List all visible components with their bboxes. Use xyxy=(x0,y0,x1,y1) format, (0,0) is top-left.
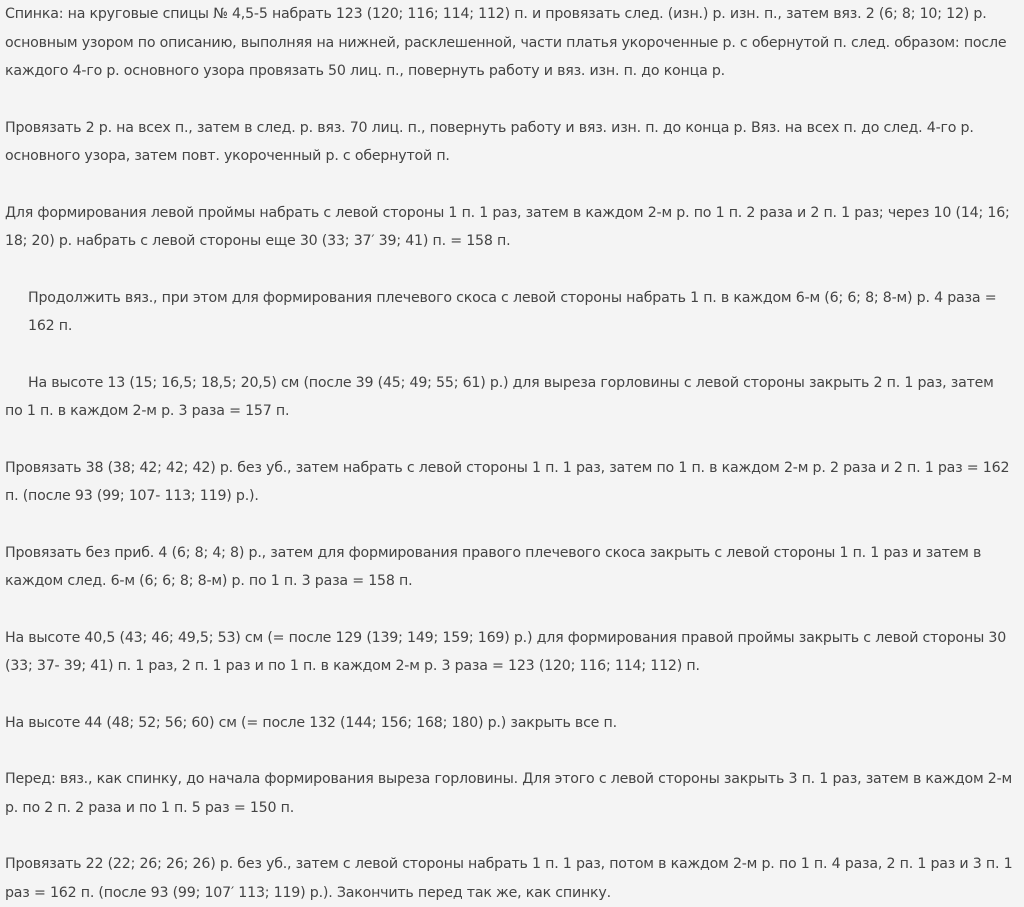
paragraph-neckline: На высоте 13 (15; 16,5; 18,5; 20,5) см (после 39 (45; 49; 55; 61) р.) для выреза горловины с левой стороны закрыть 2 п. 1 раз, затем по 1 п. в каждом 2-м р. 3 раза = 157 п. xyxy=(5,374,994,419)
paragraph-right-shoulder: Провязать без приб. 4 (6; 8; 4; 8) р., затем для формирования правого плечевого скоса закрыть с левой стороны 1 п. 1 раз и затем в каждом след. 6-м (6; 6; 8; 8-м) р. по 1 п. 3 раза = 158 п. xyxy=(5,544,982,589)
paragraph-spacer xyxy=(5,596,1014,624)
paragraph-back-cast-on: Спинка: на круговые спицы № 4,5-5 набрать 123 (120; 116; 114; 112) п. и провязать след. (изн.) р. изн. п., затем вяз. 2 (6; 8; 10; 12) р. основным узором по описанию, выполняя на нижней, расклешенной, части платья укороченные р. с обернутой п. след. образом: после каждого 4-го р. основного узора провязать 50 лиц. п., повернуть работу и вяз. изн. п. до конца р. xyxy=(5,6,1007,79)
paragraph-spacer xyxy=(5,511,1014,539)
paragraph-spacer xyxy=(5,681,1014,709)
paragraph-spacer xyxy=(5,737,1014,765)
paragraph-front-finish: Провязать 22 (22; 26; 26; 26) р. без уб., затем с левой стороны набрать 1 п. 1 раз, потом в каждом 2-м р. по 1 п. 4 раза, 2 п. 1 раз и 3 п. 1 раз = 162 п. (после 93 (99; 107′ 113; 119) р.). Закончить перед так же, как спинку. xyxy=(5,856,1013,901)
paragraph-spacer xyxy=(5,86,1014,114)
paragraph-short-rows: Провязать 2 р. на всех п., затем в след. р. вяз. 70 лиц. п., повернуть работу и вяз. изн. п. до конца р. Вяз. на всех п. до след. 4-го р. основного узора, затем повт. укороченный р. с обернутой п. xyxy=(5,119,974,164)
paragraph-right-armhole: На высоте 40,5 (43; 46; 49,5; 53) см (= после 129 (139; 149; 159; 169) р.) для формирования правой проймы закрыть с левой стороны 30 (33; 37- 39; 41) п. 1 раз, 2 п. 1 раз и по 1 п. в каждом 2-м р. 3 раза = 123 (120; 116; 114; 112) п. xyxy=(5,629,1007,674)
paragraph-spacer xyxy=(5,822,1014,850)
paragraph-spacer xyxy=(5,256,1014,284)
paragraph-spacer xyxy=(5,426,1014,454)
paragraph-rows-without-decrease: Провязать 38 (38; 42; 42; 42) р. без уб., затем набрать с левой стороны 1 п. 1 раз, затем по 1 п. в каждом 2-м р. 2 раза и 2 п. 1 раз = 162 п. (после 93 (99; 107- 113; 119) р.). xyxy=(5,459,1010,504)
paragraph-spacer xyxy=(5,341,1014,369)
paragraph-spacer xyxy=(5,171,1014,199)
paragraph-bind-off: На высоте 44 (48; 52; 56; 60) см (= после 132 (144; 156; 168; 180) р.) закрыть все п. xyxy=(5,714,617,731)
paragraph-front-neckline: Перед: вяз., как спинку, до начала формирования выреза горловины. Для этого с левой стороны закрыть 3 п. 1 раз, затем в каждом 2-м р. по 2 п. 2 раза и по 1 п. 5 раз = 150 п. xyxy=(5,771,1013,816)
paragraph-shoulder-slope: Продолжить вяз., при этом для формирования плечевого скоса с левой стороны набрать 1 п. в каждом 6-м (6; 6; 8; 8-м) р. 4 раза = 162 п. xyxy=(28,289,997,334)
paragraph-left-armhole: Для формирования левой проймы набрать с левой стороны 1 п. 1 раз, затем в каждом 2-м р. по 1 п. 2 раза и 2 п. 1 раз; через 10 (14; 16; 18; 20) р. набрать с левой стороны еще 30 (33; 37′ 39; 41) п. = 158 п. xyxy=(5,204,1010,249)
